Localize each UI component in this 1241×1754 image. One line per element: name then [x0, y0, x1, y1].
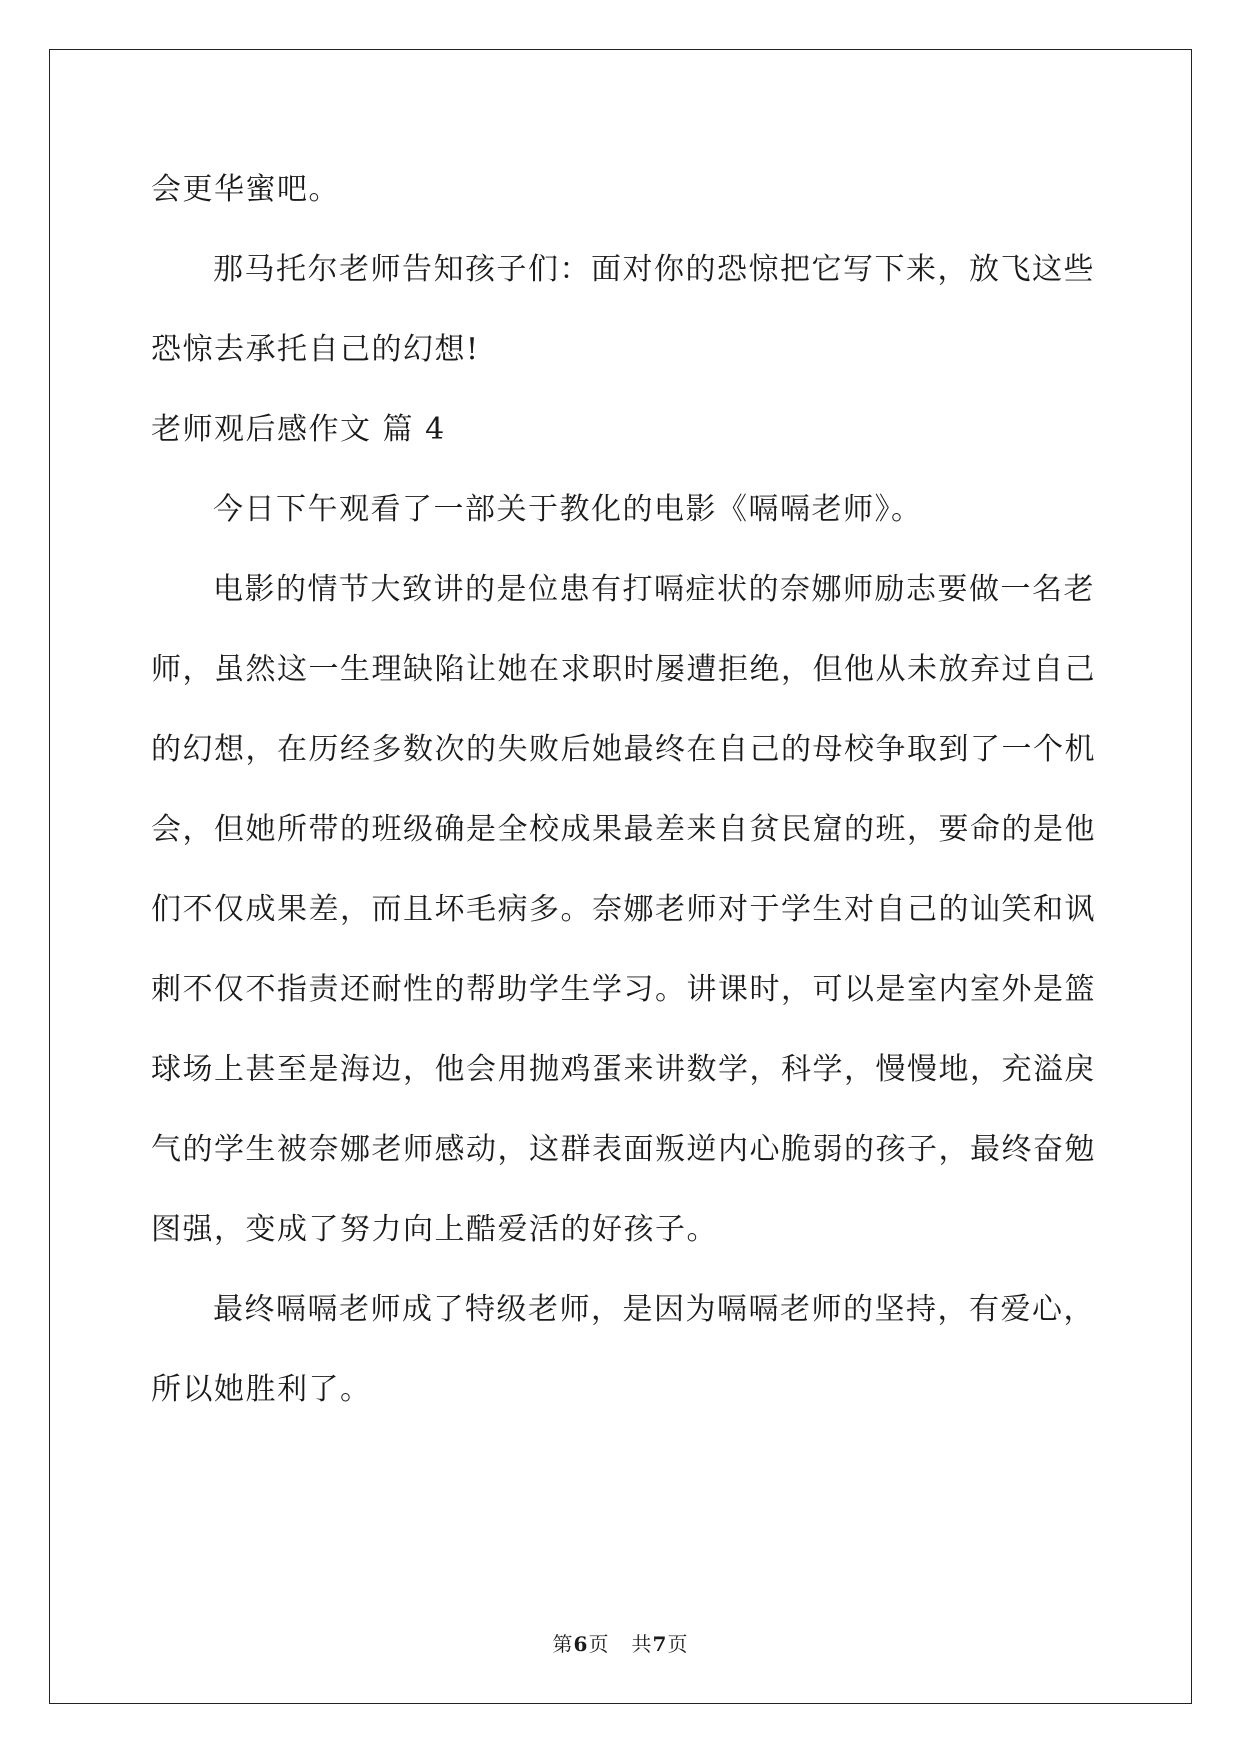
text-line: 那马托尔老师告知孩子们：面对你的恐惊把它写下来，放飞这些: [213, 252, 1095, 287]
text-line: 会更华蜜吧。: [151, 172, 340, 207]
text-line: 球场上甚至是海边，他会用抛鸡蛋来讲数学，科学，慢慢地，充溢戾: [151, 1052, 1096, 1087]
text-line: 今日下午观看了一部关于教化的电影《嗝嗝老师》。: [213, 492, 923, 527]
text-line: 恐惊去承托自己的幻想!: [151, 332, 480, 367]
text-line: 所以她胜利了。: [151, 1372, 372, 1407]
text-line: 最终嗝嗝老师成了特级老师，是因为嗝嗝老师的坚持，有爱心，: [213, 1292, 1095, 1327]
document-body: [151, 150, 1096, 1430]
text-line: 师，虽然这一生理缺陷让她在求职时屡遭拒绝，但他从未放弃过自己: [151, 652, 1096, 687]
page-mid: 页 共: [588, 1632, 653, 1656]
text-line: 刺不仅不指责还耐性的帮助学生学习。讲课时，可以是室内室外是篮: [151, 972, 1096, 1007]
text-line: 电影的情节大致讲的是位患有打嗝症状的奈娜师励志要做一名老: [213, 572, 1095, 607]
page-suffix: 页: [667, 1632, 689, 1656]
section-heading: 老师观后感作文 篇 4: [151, 412, 446, 447]
page-footer: [0, 1628, 1241, 1657]
text-line: 的幻想，在历经多数次的失败后她最终在自己的母校争取到了一个机: [151, 732, 1096, 767]
text-line: 们不仅成果差，而且坏毛病多。奈娜老师对于学生对自己的讪笑和讽: [151, 892, 1096, 927]
text-line: 会，但她所带的班级确是全校成果最差来自贫民窟的班，要命的是他: [151, 812, 1096, 847]
page-current: 6: [573, 1632, 589, 1656]
page-total: 7: [652, 1632, 668, 1656]
text-line: 气的学生被奈娜老师感动，这群表面叛逆内心脆弱的孩子，最终奋勉: [151, 1132, 1096, 1167]
page-prefix: 第: [552, 1632, 574, 1656]
text-line: 图强，变成了努力向上酷爱活的好孩子。: [151, 1212, 718, 1247]
